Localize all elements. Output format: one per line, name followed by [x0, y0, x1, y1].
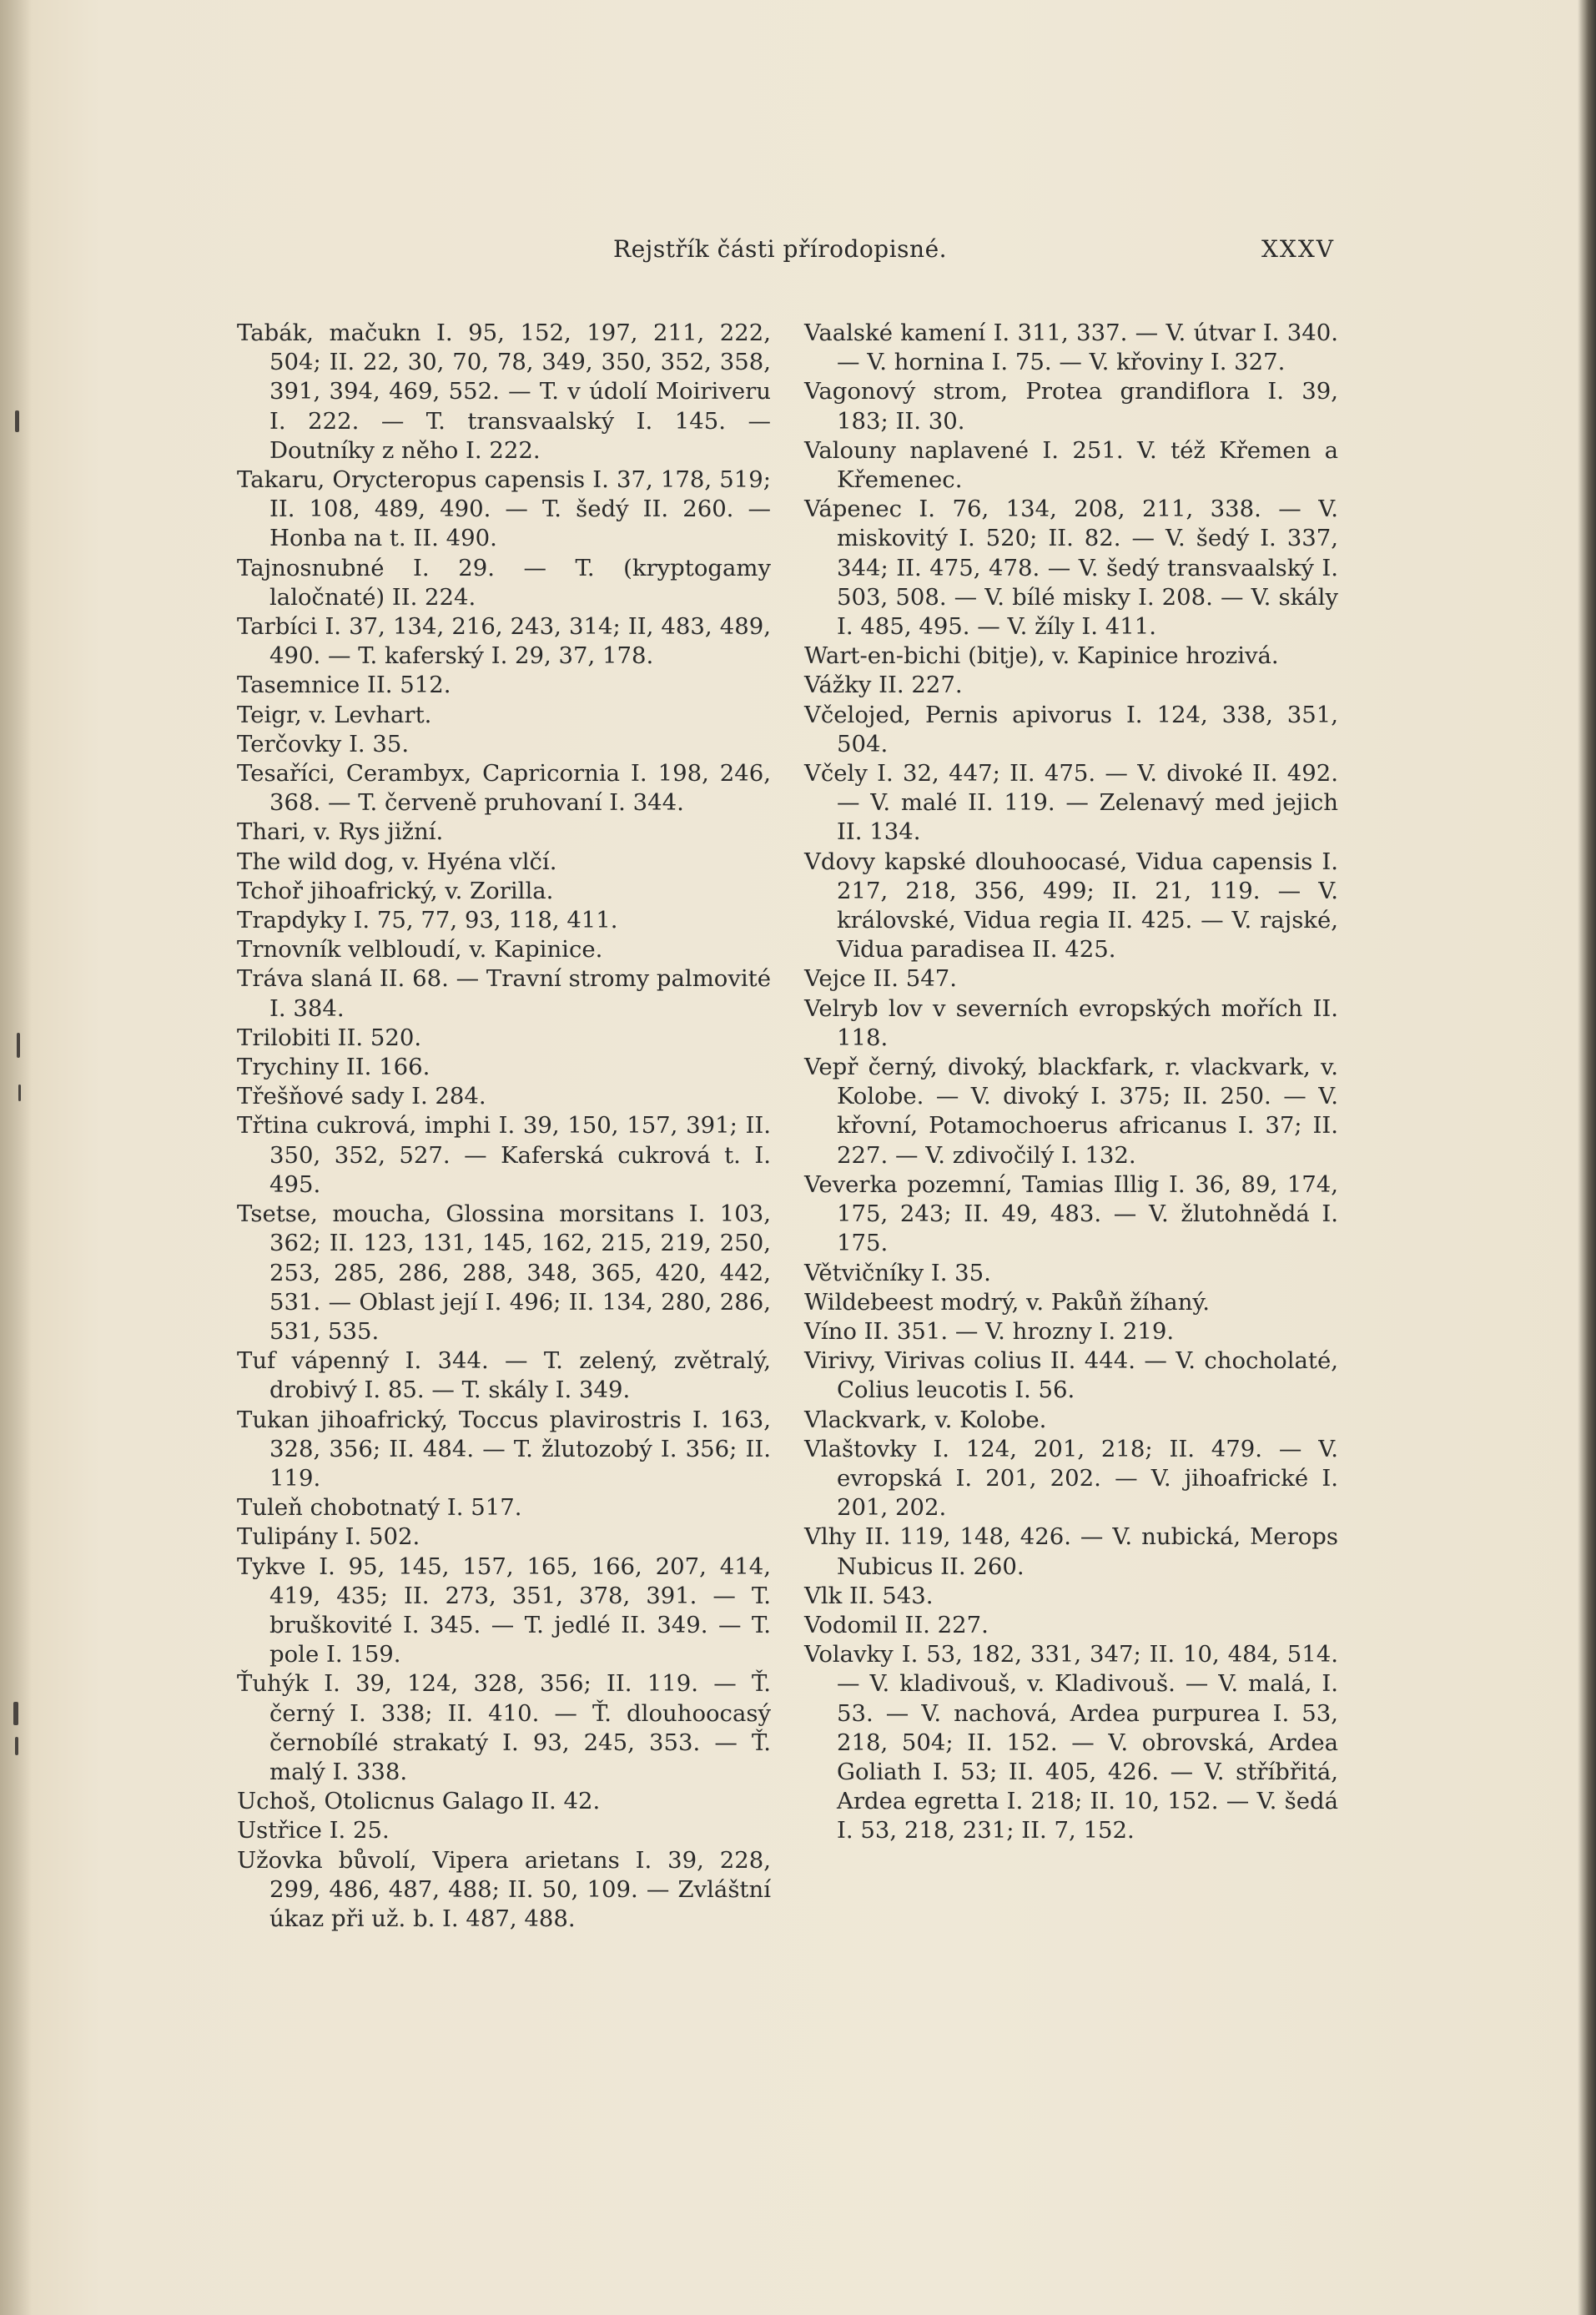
index-entry: Vlackvark, v. Kolobe. [804, 1406, 1047, 1433]
index-entry: Veverka pozemní, Tamias Illig I. 36, 89, 174, 175, 243; II. 49, 483. — V. žlutohnědá I. 175. [804, 1170, 1338, 1257]
index-entry: Třtina cukrová, imphi I. 39, 150, 157, 391; II. 350, 352, 527. — Kaferská cukrová t. I. 495. [237, 1112, 771, 1198]
index-entry: Volavky I. 53, 182, 331, 347; II. 10, 484, 514. — V. kladivouš, v. Kladivouš. — V. malá, I. 53. — V. nachová, Ardea purpurea I. 53, 218, 504; II. 152. — V. obrovská, Ardea Goliath I. 53; II. 405, 426. — V. stříbřitá, Ardea egretta I. 218; II. 10, 152. — V. šedá I. 53, 218, 231; II. 7, 152. [804, 1641, 1338, 1844]
index-entry: Tuf vápenný I. 344. — T. zelený, zvětralý, drobivý I. 85. — T. skály I. 349. [237, 1347, 771, 1404]
index-entry: Takaru, Orycteropus capensis I. 37, 178, 519; II. 108, 489, 490. — T. šedý II. 260. — Honba na t. II. 490. [237, 466, 771, 552]
index-entry: Vdovy kapské dlouhoocasé, Vidua capensis I. 217, 218, 356, 499; II. 21, 119. — V. královské, Vidua regia II. 425. — V. rajské, Vidua paradisea II. 425. [804, 848, 1338, 964]
index-entry: Ustřice I. 25. [237, 1817, 390, 1844]
index-entry: Třešňové sady I. 284. [237, 1083, 486, 1110]
index-column-right [804, 319, 1338, 1846]
index-entry: Víno II. 351. — V. hrozny I. 219. [804, 1317, 1175, 1345]
index-entry: Vážky II. 227. [804, 672, 963, 699]
page-title: Rejstřík části přírodopisné. [613, 235, 948, 263]
index-entry: Tráva slaná II. 68. — Travní stromy palmovité I. 384. [237, 965, 771, 1022]
index-entry: Teigr, v. Levhart. [237, 701, 432, 728]
margin-mark [15, 1737, 18, 1755]
spine-shadow [0, 0, 32, 2315]
index-entry: Velryb lov v severních evropských mořích II. 118. [804, 994, 1338, 1051]
page-number: XXXV [1261, 235, 1335, 263]
index-entry: Wildebeest modrý, v. Pakůň žíhaný. [804, 1288, 1211, 1316]
index-entry: Tsetse, moucha, Glossina morsitans I. 103, 362; II. 123, 131, 145, 162, 215, 219, 250, 253, 285, 286, 288, 348, 365, 420, 442, 531. — Oblast její I. 496; II. 134, 280, 286, 531, 535. [237, 1200, 771, 1345]
margin-mark [18, 1085, 21, 1101]
index-entry: Trilobiti II. 520. [237, 1024, 422, 1051]
margin-mark [13, 1702, 18, 1725]
page-header [234, 235, 1335, 269]
margin-mark [17, 1033, 20, 1058]
index-entry: Ťuhýk I. 39, 124, 328, 356; II. 119. — Ť. černý I. 338; II. 410. — Ť. dlouhoocasý černobílé strakatý I. 93, 245, 353. — Ť. malý I. 338. [237, 1670, 771, 1785]
index-column-left [237, 319, 771, 1934]
index-entry: Větvičníky I. 35. [804, 1259, 991, 1286]
index-entry: Uchoš, Otolicnus Galago II. 42. [237, 1788, 601, 1815]
index-entry: Virivy, Virivas colius II. 444. — V. chocholaté, Colius leucotis I. 56. [804, 1347, 1338, 1404]
index-entry: Trychiny II. 166. [237, 1054, 430, 1081]
index-entry: Včely I. 32, 447; II. 475. — V. divoké II. 492. — V. malé II. 119. — Zelenavý med jejich II. 134. [804, 760, 1338, 846]
index-entry: Tesaříci, Cerambyx, Capricornia I. 198, 246, 368. — T. červeně pruhovaní I. 344. [237, 760, 771, 817]
index-entry: Tarbíci I. 37, 134, 216, 243, 314; II, 483, 489, 490. — T. kaferský I. 29, 37, 178. [237, 613, 771, 670]
index-entry: Trnovník velbloudí, v. Kapinice. [237, 936, 603, 964]
index-entry: Vaalské kamení I. 311, 337. — V. útvar I. 340. — V. hornina I. 75. — V. křoviny I. 327. [804, 320, 1338, 376]
index-entry: Tajnosnubné I. 29. — T. (kryptogamy laločnaté) II. 224. [237, 554, 771, 611]
index-entry: Tulipány I. 502. [237, 1523, 420, 1551]
index-entry: Tuleň chobotnatý I. 517. [237, 1494, 522, 1522]
index-entry: Vlhy II. 119, 148, 426. — V. nubická, Merops Nubicus II. 260. [804, 1523, 1338, 1580]
index-entry: Tasemnice II. 512. [237, 672, 451, 699]
index-entry: Tukan jihoafrický, Toccus plavirostris I. 163, 328, 356; II. 484. — T. žlutozobý I. 356; II. 119. [237, 1406, 771, 1492]
index-entry: Vagonový strom, Protea grandiflora I. 39, 183; II. 30. [804, 378, 1338, 435]
index-entry: Vepř černý, divoký, blackfark, r. vlackvark, v. Kolobe. — V. divoký I. 375; II. 250. — V. křovní, Potamochoerus africanus I. 37; II. 227. — V. zdivočilý I. 132. [804, 1054, 1338, 1169]
index-entry: Tykve I. 95, 145, 157, 165, 166, 207, 414, 419, 435; II. 273, 351, 378, 391. — T. bruškovité I. 345. — T. jedlé II. 349. — T. pole I. 159. [237, 1553, 771, 1668]
index-entry: Vlk II. 543. [804, 1582, 934, 1609]
index-entry: Vlaštovky I. 124, 201, 218; II. 479. — V. evropská I. 201, 202. — V. jihoafrické I. 201, 202. [804, 1435, 1338, 1522]
index-entry: Vodomil II. 227. [804, 1611, 989, 1638]
index-entry: Valouny naplavené I. 251. V. též Křemen a Křemenec. [804, 436, 1338, 494]
index-entry: Wart-en-bichi (bitje), v. Kapinice hrozivá. [804, 642, 1279, 670]
index-entry: Tabák, mačukn I. 95, 152, 197, 211, 222, 504; II. 22, 30, 70, 78, 349, 350, 352, 358, 391, 394, 469, 552. — T. v údolí Moiriveru I. 222. — T. transvaalský I. 145. — Doutníky z něho I. 222. [237, 320, 771, 464]
index-entry: Terčovky I. 35. [237, 730, 410, 757]
index-entry: Trapdyky I. 75, 77, 93, 118, 411. [237, 907, 618, 934]
index-entry: The wild dog, v. Hyéna vlčí. [237, 848, 557, 875]
index-entry: Včelojed, Pernis apivorus I. 124, 338, 351, 504. [804, 701, 1338, 757]
index-entry: Vápenec I. 76, 134, 208, 211, 338. — V. miskovitý I. 520; II. 82. — V. šedý I. 337, 344; II. 475, 478. — V. šedý transvaalský I. 503, 508. — V. bílé misky I. 208. — V. skály I. 485, 495. — V. žíly I. 411. [804, 496, 1338, 641]
index-entry: Užovka bůvolí, Vipera arietans I. 39, 228, 299, 486, 487, 488; II. 50, 109. — Zvláštní úkaz při už. b. I. 487, 488. [237, 1846, 771, 1932]
index-entry: Tchoř jihoafrický, v. Zorilla. [237, 877, 554, 904]
margin-mark [15, 410, 19, 432]
page-edge [1578, 0, 1596, 2315]
index-entry: Vejce II. 547. [804, 965, 957, 993]
index-entry: Thari, v. Rys jižní. [237, 818, 444, 846]
